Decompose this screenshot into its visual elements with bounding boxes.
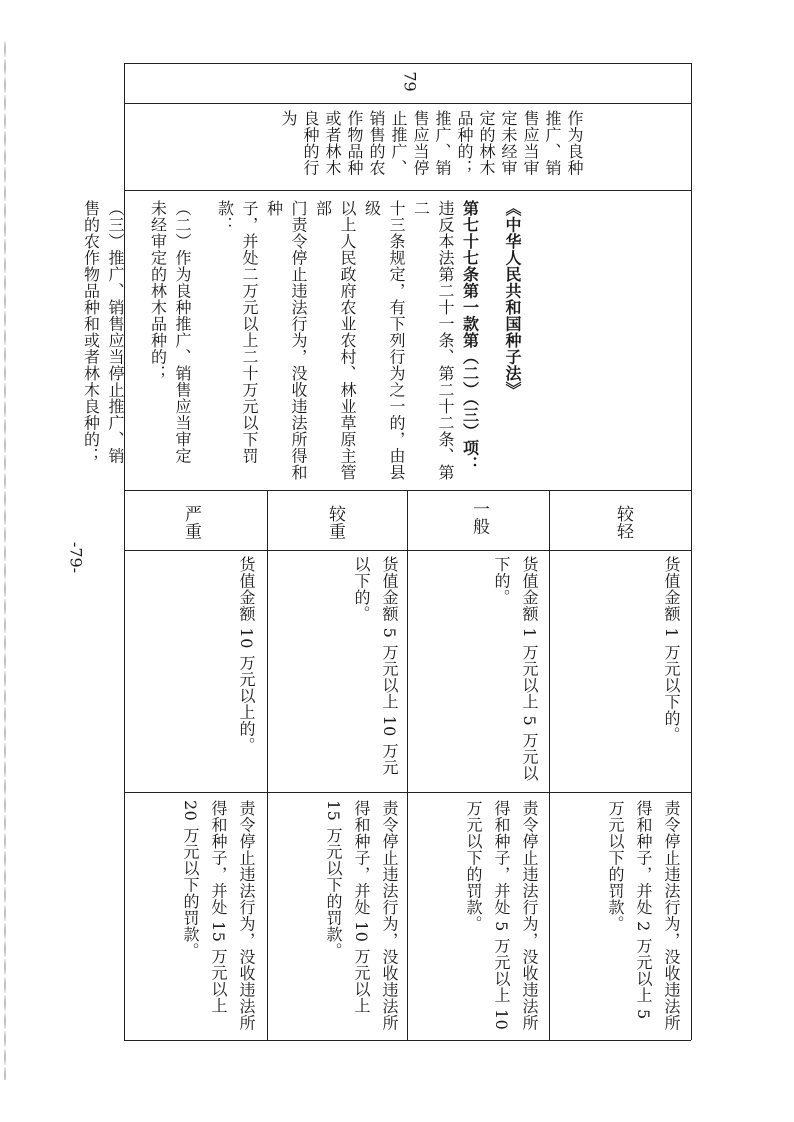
legal-line: 以上人民政府农业农村、林业草原主管部 [313, 200, 357, 481]
grade-level-4: 严重 [181, 505, 201, 540]
legal-line: 门责令停止违法行为，没收违法所得和种 [264, 200, 308, 481]
circumstance-level-3: 货值金额 5 万元以上 10 万元以下的。 [352, 556, 399, 776]
penalty-level-4: 责令停止违法行为，没收违法所得和种子，并处 15 万元以上 20 万元以下的罚款。 [181, 800, 256, 1031]
violation-line: 作为良种 [565, 110, 584, 176]
violation-line: 或者林木 [323, 110, 342, 176]
violation-line: 售应当停 [411, 110, 430, 176]
circumstance-level-4: 货值金额 10 万元以上的。 [237, 556, 256, 754]
penalty-level-3: 责令停止违法行为，没收违法所得和种子，并处 10 万元以上 15 万元以下的罚款。 [324, 800, 399, 1031]
scan-edge-dots [4, 40, 6, 1080]
grade-level-1: 较轻 [613, 505, 633, 540]
violation-line: 定未经审 [499, 110, 518, 176]
legal-line: 第七十七条第一款第（二）（三）项： [460, 200, 480, 473]
violation-line: 推广、销 [433, 110, 452, 176]
grade-level-2: 一般 [469, 500, 489, 535]
header-page-number: 79 [400, 71, 420, 92]
circumstance-level-2: 货值金额 1 万元以上 5 万元以下的。 [492, 556, 539, 782]
violation-description [240, 110, 585, 188]
grade-level-3: 较重 [325, 505, 345, 540]
legal-title: 《中华人民共和国种子法》 [503, 200, 522, 398]
violation-line: 品种的； [455, 110, 474, 176]
violation-line: 作物品种 [345, 110, 364, 176]
penalty-level-2: 责令停止违法行为，没收违法所得和种子，并处 5 万元以上 10 万元以下的罚款。 [464, 800, 539, 1031]
violation-line: 良种的行 [301, 110, 320, 176]
violation-line: 推广、销 [543, 110, 562, 176]
legal-line: 十三条规定，有下列行为之一的，由县级 [362, 200, 406, 481]
penalty-level-1: 责令停止违法行为，没收违法所得和种子，并处 2 万元以上 5 万元以下的罚款。 [606, 800, 681, 1031]
violation-line: 售应当审 [521, 110, 540, 176]
violation-line: 定的林木 [477, 110, 496, 176]
violation-line: 销售的农 [367, 110, 386, 176]
legal-line: （二）作为良种推广、销售应当审定 [173, 200, 192, 464]
footer-page-number: -79- [66, 541, 86, 574]
legal-line: 售的农作物品种和或者林木良种的； [81, 200, 101, 464]
legal-line: 子，并处二万元以上二十万元以下罚款： [215, 200, 259, 464]
circumstance-level-1: 货值金额 1 万元以下的。 [662, 556, 681, 743]
legal-line: 未经审定的林木品种的； [148, 200, 168, 382]
legal-basis [81, 200, 562, 485]
violation-line: 为 [279, 110, 298, 127]
violation-line: 止推广、 [389, 110, 408, 176]
legal-line: 违反本法第二十一条、第二十二条、第二 [411, 200, 455, 481]
legal-line: （三）推广、销售应当停止推广、销 [106, 200, 125, 464]
